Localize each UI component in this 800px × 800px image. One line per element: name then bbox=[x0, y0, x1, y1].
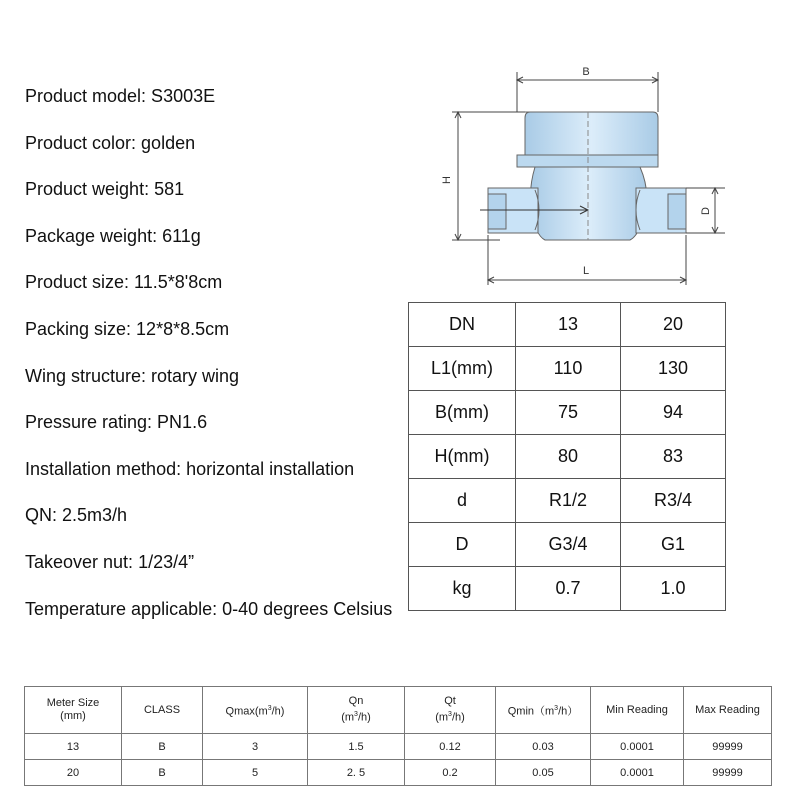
table-cell: 0.12 bbox=[405, 734, 496, 760]
table-cell: kg bbox=[409, 567, 516, 611]
header-qn: Qn $(m^3/h)$ bbox=[308, 687, 405, 734]
table-row bbox=[25, 760, 772, 786]
dimension-h-label: H bbox=[441, 176, 453, 184]
spec-takeover-nut: Takeover nut: 1/23/4” bbox=[25, 551, 195, 572]
table-row bbox=[409, 567, 726, 611]
spec-product-size: Product size: 11.5*8'8cm bbox=[25, 272, 223, 293]
spec-product-model: Product model: S3003E bbox=[25, 86, 216, 106]
table-cell: 0.05 bbox=[496, 760, 591, 786]
table-row bbox=[409, 479, 726, 523]
spec-wing-structure: Wing structure: rotary wing bbox=[25, 365, 240, 386]
header-class: CLASS bbox=[122, 687, 203, 734]
table-cell: 99999 bbox=[684, 760, 772, 786]
table-cell: 13 bbox=[516, 303, 621, 347]
table-cell: DN bbox=[409, 303, 516, 347]
table-cell: B bbox=[122, 760, 203, 786]
spec-installation-method: Installation method: horizontal installation bbox=[25, 458, 355, 479]
table-cell: 0.2 bbox=[405, 760, 496, 786]
table-cell: 94 bbox=[621, 391, 726, 435]
header-meter-size: Meter Size (mm) bbox=[25, 687, 122, 734]
table-cell: 110 bbox=[516, 347, 621, 391]
meter-spec-table bbox=[24, 686, 772, 786]
spec-temperature: Temperature applicable: 0-40 degrees Celsius bbox=[25, 598, 393, 619]
header-max-reading: Max Reading bbox=[684, 687, 772, 734]
spec-packing-size: Packing size: 12*8*8.5cm bbox=[25, 318, 230, 339]
table-cell: 0.7 bbox=[516, 567, 621, 611]
table-cell: 20 bbox=[621, 303, 726, 347]
table-cell: B bbox=[122, 734, 203, 760]
spec-product-weight: Product weight: 581 bbox=[25, 179, 185, 200]
spec-product-color: Product color: golden bbox=[25, 132, 196, 153]
dimension-d-label: D bbox=[700, 207, 712, 215]
table-cell: 0.0001 bbox=[591, 760, 684, 786]
dimension-b bbox=[517, 72, 658, 112]
table-cell: G1 bbox=[621, 523, 726, 567]
dimension-table bbox=[408, 302, 726, 611]
table-cell: 5 bbox=[203, 760, 308, 786]
water-meter-dimension-diagram bbox=[440, 60, 740, 290]
table-cell: 13 bbox=[25, 734, 122, 760]
header-qmin: $Qmin(m^3/h)$ bbox=[496, 687, 591, 734]
table-cell: 83 bbox=[621, 435, 726, 479]
table-cell: 20 bbox=[25, 760, 122, 786]
table-cell: R3/4 bbox=[621, 479, 726, 523]
table-cell: 0.03 bbox=[496, 734, 591, 760]
table-cell: 75 bbox=[516, 391, 621, 435]
spec-package-weight: Package weight: 611g bbox=[25, 225, 201, 246]
dimension-l-label: L bbox=[582, 265, 590, 277]
table-cell: 2. 5 bbox=[308, 760, 405, 786]
table-cell: 3 bbox=[203, 734, 308, 760]
table-cell: B(mm) bbox=[409, 391, 516, 435]
table-cell: 0.0001 bbox=[591, 734, 684, 760]
table-header-row bbox=[25, 687, 772, 734]
spec-list bbox=[25, 84, 392, 643]
dimension-b-label: B bbox=[582, 66, 590, 78]
table-cell: 99999 bbox=[684, 734, 772, 760]
table-cell: L1(mm) bbox=[409, 347, 516, 391]
table-row bbox=[409, 435, 726, 479]
table-cell: R1/2 bbox=[516, 479, 621, 523]
spec-pressure-rating: Pressure rating: PN1.6 bbox=[25, 412, 208, 433]
table-row bbox=[409, 391, 726, 435]
table-row bbox=[409, 523, 726, 567]
table-cell: G3/4 bbox=[516, 523, 621, 567]
table-cell: d bbox=[409, 479, 516, 523]
dimension-l bbox=[488, 235, 686, 285]
table-cell: D bbox=[409, 523, 516, 567]
table-cell: 1.5 bbox=[308, 734, 405, 760]
spec-qn: QN: 2.5m3/h bbox=[25, 505, 128, 526]
table-row bbox=[409, 303, 726, 347]
table-cell: 1.0 bbox=[621, 567, 726, 611]
meter-body bbox=[480, 112, 686, 240]
table-cell: 130 bbox=[621, 347, 726, 391]
table-cell: 80 bbox=[516, 435, 621, 479]
table-row bbox=[409, 347, 726, 391]
header-qmax: $Qmax(m^3/h)$ bbox=[203, 687, 308, 734]
header-qt: Qt $(m^3/h)$ bbox=[405, 687, 496, 734]
table-row bbox=[25, 734, 772, 760]
header-min-reading: Min Reading bbox=[591, 687, 684, 734]
table-cell: H(mm) bbox=[409, 435, 516, 479]
